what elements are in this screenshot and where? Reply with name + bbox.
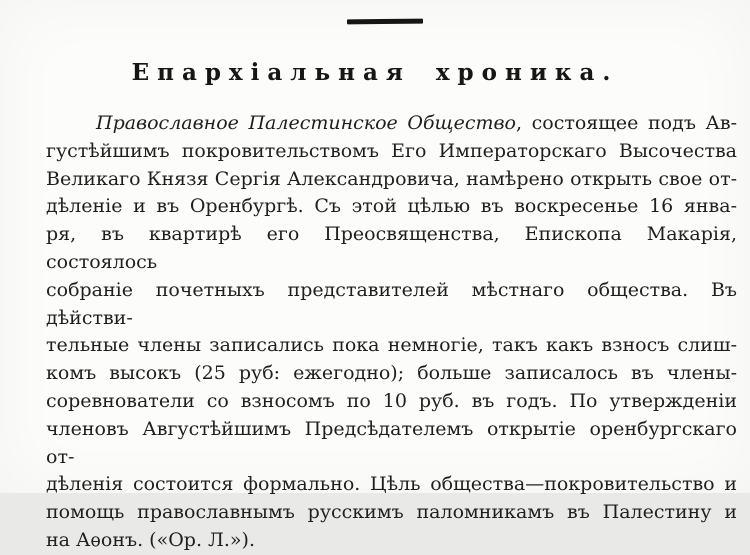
text-line: густѣйшимъ покровительствомъ Его Императорскаго Высочества [46,139,737,162]
text-run: , состоящее подъ Ав- [515,112,737,134]
society-name-emphasis: Православное Палестинское Общество [96,112,516,134]
text-line: дѣленія состоится формально. Цѣль общества—покровительство и [46,473,737,496]
text-line: Великаго Князя Сергія Александровича, намѣрено открыть свое от- [46,167,737,190]
text-line [46,110,737,138]
text-line: ря, въ квартирѣ его Преосвященства, Епископа Макарія, состоялось [46,223,737,273]
text-line-with-citation: на Аѳонъ. («Ор. Л.»). [46,528,256,551]
text-line: дѣленіе и въ Оренбургѣ. Съ этой цѣлью въ воскресенье 16 янва- [46,195,737,218]
page-title: Епархіальная хроника. [131,59,619,86]
text-line: собраніе почетныхъ представителей мѣстнаго общества. Въ дѣйстви- [46,278,737,329]
text-line: помощь православнымъ русскимъ паломникамъ въ Палестину и [46,501,737,524]
text-line: соревнователи со взносомъ по 10 руб. въ годъ. По утвержденіи [46,389,737,412]
text-line: комъ высокъ (25 руб: ежегодно); больше записалось въ члены- [46,362,737,385]
text-line: тельные члены записались пока немногіе, такъ какъ взносъ слиш- [46,334,737,357]
text-line: членовъ Августѣйшимъ Предсѣдателемъ открытіе оренбургскаго от- [46,417,737,468]
section-divider-rule [347,19,423,25]
article-paragraph [46,110,737,555]
